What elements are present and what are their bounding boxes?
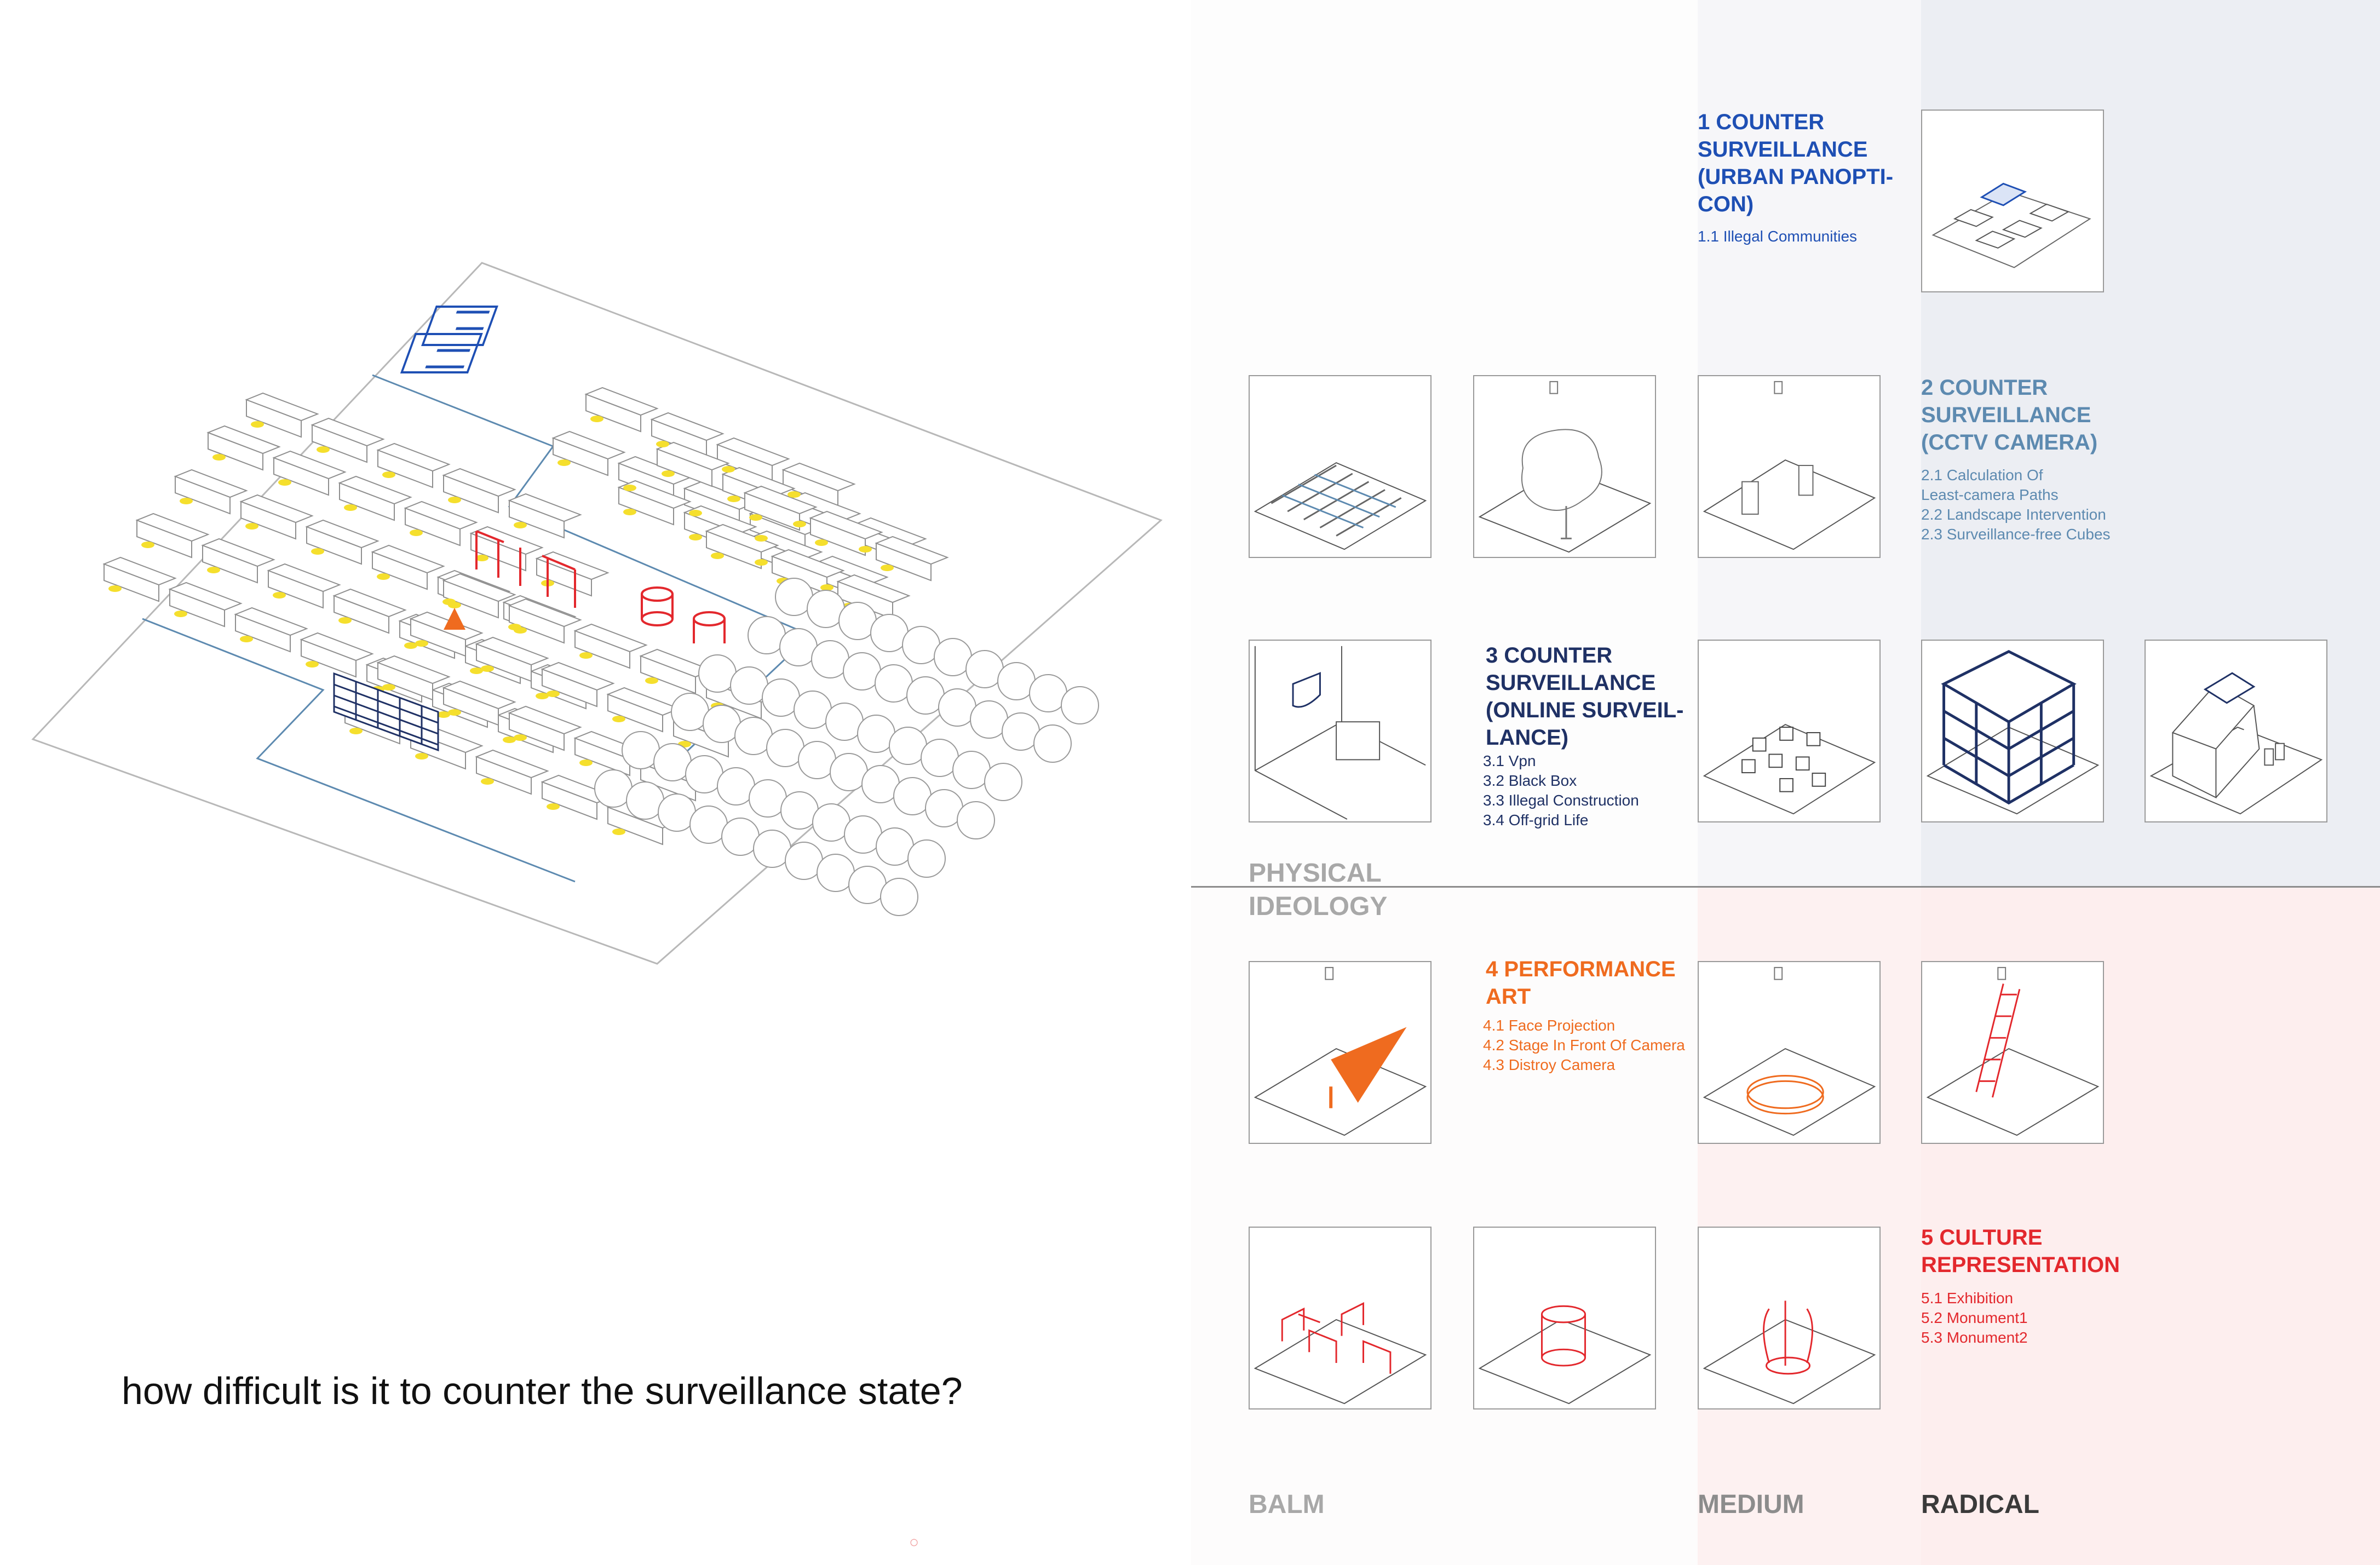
camera-marker [755,535,768,542]
camera-marker [338,617,352,624]
camera-marker [815,539,828,546]
category-3-heading [1486,642,1684,751]
category-2-line: 2 COUNTER [1921,376,2048,400]
category-3-item: 3.3 Illegal Construction [1483,792,1639,809]
category-3-items [1483,751,1639,830]
camera-marker [755,559,768,566]
camera-marker [514,627,527,634]
camera-marker [711,553,724,559]
camera-marker [448,709,461,716]
cube-pair-icon [1698,375,1881,558]
category-4-item: 4.1 Face Projection [1483,1017,1616,1034]
category-4-items [1483,1016,1685,1075]
camera-marker [481,778,494,785]
camera-marker [514,522,527,528]
camera-marker [448,602,461,608]
category-1-heading [1698,108,1893,218]
camera-marker [881,565,894,571]
camera-marker [787,491,801,498]
camera-marker [547,803,560,810]
camera-marker [481,665,494,672]
camera-marker [689,534,702,540]
camera-marker [645,677,658,684]
category-2-line: SURVEILLANCE [1921,403,2091,427]
camera-marker [448,497,461,503]
category-1-line: (URBAN PANOPTI- [1698,165,1894,189]
camera-marker [662,470,675,477]
category-4-item: 4.2 Stage In Front Of Camera [1483,1037,1685,1054]
camera-marker [349,728,363,734]
footer-mark: ○ [909,1533,919,1551]
category-3-line: (ONLINE SURVEIL- [1486,698,1684,722]
category-2-item: Least-camera Paths [1921,486,2059,503]
camera-marker [590,416,603,422]
category-1-items [1698,227,1857,246]
category-3-line: LANCE) [1486,726,1569,750]
category-3-item: 3.4 Off-grid Life [1483,812,1589,828]
camera-marker [410,530,423,536]
question-text: how difficult is it to counter the surveillance state? [122,1370,963,1412]
category-3-line: SURVEILLANCE [1486,671,1656,695]
camera-marker [382,684,395,691]
axis-label-radical: RADICAL [1921,1490,2039,1519]
category-4-heading [1486,956,1676,1010]
camera-marker [656,441,669,447]
projection-cone-icon [1249,961,1432,1144]
category-3-line: 3 COUNTER [1486,643,1613,668]
solar-house-icon [2145,640,2327,822]
city-map-illustration [27,257,1172,969]
category-4-line: ART [1486,985,1531,1009]
category-5-line: 5 CULTURE [1921,1225,2043,1250]
camera-marker [377,573,390,580]
camera-marker [273,592,286,599]
camera-marker [612,828,625,835]
category-2-line: (CCTV CAMERA) [1921,430,2098,454]
camera-marker [245,523,258,530]
category-5-item: 5.3 Monument2 [1921,1329,2028,1346]
category-2-item: 2.1 Calculation Of [1921,467,2043,484]
exhibition-walls-icon [1249,1227,1432,1409]
category-2-heading [1921,374,2097,456]
camera-marker [278,479,291,486]
category-2-items [1921,465,2111,544]
category-4-item: 4.3 Distroy Camera [1483,1056,1616,1073]
camera-marker [240,636,253,642]
category-1-item: 1.1 Illegal Communities [1698,228,1858,245]
camera-marker [514,734,527,741]
camera-marker [108,585,122,592]
camera-marker [311,548,324,555]
category-5-item: 5.2 Monument1 [1921,1309,2028,1326]
housing-grid-icon [1249,375,1432,558]
camera-marker [251,421,264,428]
stage-disc-icon [1698,961,1881,1144]
category-1-line: 1 COUNTER [1698,110,1825,134]
category-1-line: SURVEILLANCE [1698,137,1868,162]
split-cylinder-icon [1698,1227,1881,1409]
camera-marker [612,716,625,722]
ladder-icon [1921,961,2104,1144]
camera-marker [749,514,762,521]
camera-marker [793,521,806,527]
tree [1061,687,1099,724]
tree [908,840,945,877]
urban-panopticon-block-icon [1921,110,2104,292]
tree [985,763,1022,801]
axis-label-balm: BALM [1249,1490,1325,1519]
camera-marker [579,760,593,766]
camera-marker [141,542,154,548]
tree [1034,725,1071,762]
camera-marker [306,661,319,668]
cylinder-monument-icon [1473,1227,1656,1409]
axis-label-physical: PHYSICAL [1249,859,1382,888]
camera-marker [207,567,220,573]
category-5-items [1921,1288,2028,1348]
category-3-item: 3.1 Vpn [1483,752,1536,769]
room-icon [1249,640,1432,822]
camera-marker [859,546,872,553]
category-2-item: 2.2 Landscape Intervention [1921,506,2106,523]
tree [881,878,918,916]
category-5-heading [1921,1224,2120,1279]
camera-marker [689,510,702,516]
camera-marker [317,446,330,453]
building-frame-icon [1921,640,2104,822]
camera-marker [722,466,735,473]
camera-marker [174,611,187,617]
camera-marker [579,652,593,659]
category-5-line: REPRESENTATION [1921,1253,2120,1277]
camera-marker [623,485,636,491]
category-4-line: 4 PERFORMANCE [1486,957,1676,981]
axis-label-ideology: IDEOLOGY [1249,892,1388,921]
axis-label-medium: MEDIUM [1698,1490,1804,1519]
camera-marker [180,498,193,504]
category-2-item: 2.3 Surveillance-free Cubes [1921,526,2111,543]
category-5-item: 5.1 Exhibition [1921,1290,2014,1307]
cube-cluster-icon [1698,640,1881,822]
camera-marker [415,753,428,760]
category-1-line: CON) [1698,192,1754,216]
tree [957,802,994,839]
camera-marker [547,691,560,697]
camera-marker [382,471,395,478]
camera-marker [557,459,571,466]
tree-icon [1473,375,1656,558]
category-3-item: 3.2 Black Box [1483,772,1577,789]
camera-marker [727,496,740,502]
camera-marker [344,504,357,511]
camera-marker [415,640,428,647]
camera-marker [212,454,226,461]
camera-marker [623,509,636,515]
